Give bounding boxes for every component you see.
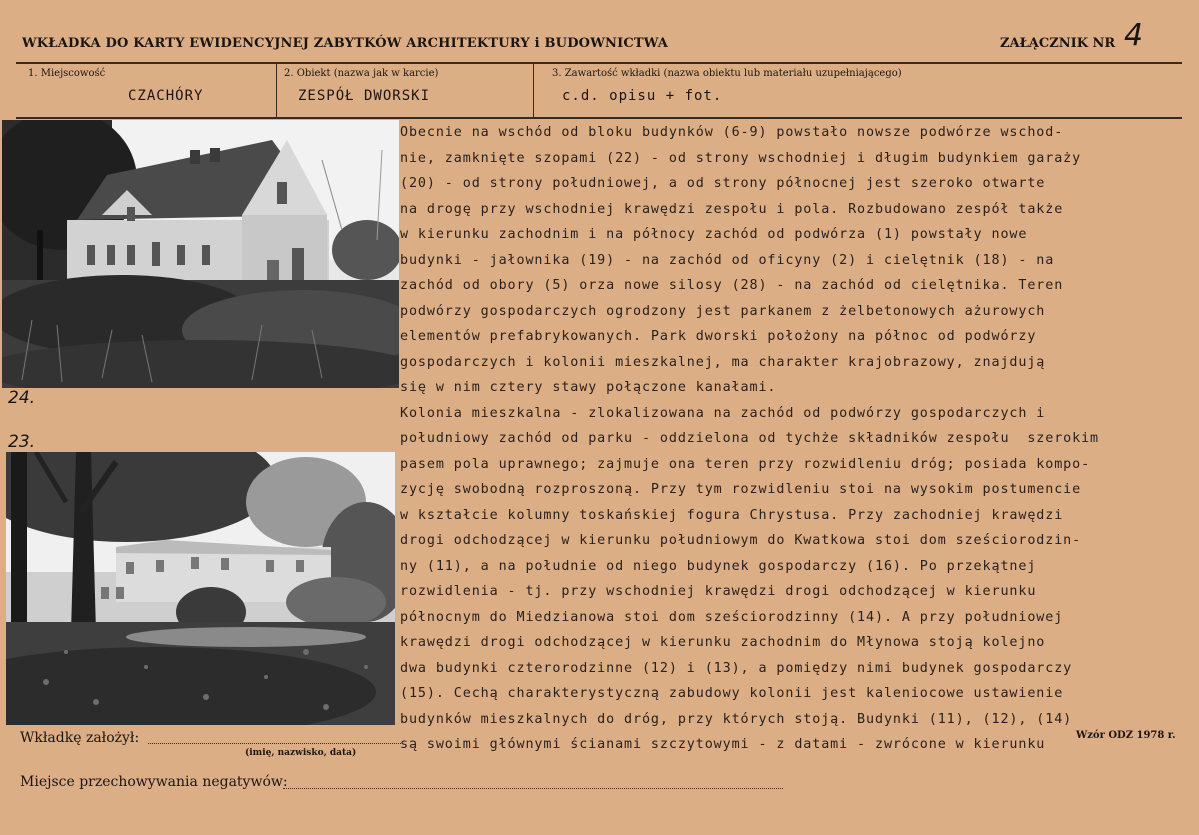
created-by-line <box>148 743 403 744</box>
place-label: 1. Miejscowość <box>28 68 106 79</box>
colony-photo <box>6 452 395 725</box>
template-note: Wzór ODZ 1978 r. <box>1076 730 1176 741</box>
top-photo-number: 24. <box>8 388 36 408</box>
description-line: południowy zachód od parku - oddzielona od tychże składników zespołu szerokim <box>400 431 1100 446</box>
description-line: północnym do Miedzianowa stoi dom sześciorodzinny (14). A przy południowej <box>400 609 1064 625</box>
description-line: budynków mieszkalnych do dróg, przy których stoją. Budynki (11), (12), (14) <box>400 711 1073 727</box>
created-by-hint: (imię, nazwisko, data) <box>245 748 357 758</box>
description-line: na drogę przy wschodniej krawędzi zespołu i pola. Rozbudowano zespół także <box>400 201 1064 217</box>
description-line: (20) - od strony południowej, a od strony północnej jest szeroko otwarte <box>400 176 1046 191</box>
description-line: w kierunku zachodnim i na północy zachód od podwórza (1) powstały nowe <box>400 227 1028 242</box>
negatives-label: Miejsce przechowywania negatywów: <box>20 774 288 790</box>
fields-divider-1 <box>276 63 277 118</box>
description-line: budynki - jałownika (19) - na zachód od oficyny (2) i cielętnik (18) - na <box>400 252 1055 268</box>
place-value: CZACHÓRY <box>128 88 204 104</box>
fields-divider-2 <box>533 63 534 118</box>
description-line: dwa budynki czterorodzinne (12) i (13), a pomiędzy nimi budynek gospodarczy <box>400 660 1073 676</box>
description-text <box>400 120 1190 758</box>
annex-label: ZAŁĄCZNIK NR <box>1000 36 1116 51</box>
description-line: gospodarczych i kolonii mieszkalnej, ma charakter krajobrazowy, znajdują <box>400 354 1046 370</box>
description-line: są swoimi głównymi ścianami szczytowymi - z datami - zwrócone w kierunku <box>400 737 1046 752</box>
description-line: nie, zamknięte szopami (22) - od strony wschodniej i długim budynkiem garaży <box>400 150 1082 166</box>
description-line: Kolonia mieszkalna - zlokalizowana na zachód od podwórzy gospodarczych i <box>400 405 1046 421</box>
created-by-label: Wkładkę założył: <box>20 730 140 746</box>
fields-rule <box>16 117 1182 119</box>
description-line: elementów prefabrykowanych. Park dworski położony na północ od podwórzy <box>400 329 1037 344</box>
description-line: zycję swobodną rozproszoną. Przy tym rozwidleniu stoi na wysokim postumencie <box>400 482 1082 497</box>
description-line: krawędzi drogi odchodzącej w kierunku zachodnim do Młynowa stoją kolejno <box>400 635 1046 650</box>
description-line: w kształcie kolumny toskańskiej fogura Chrystusa. Przy zachodniej krawędzi <box>400 507 1064 523</box>
description-line: drogi odchodzącej w kierunku południowym do Kwatkowa stoi dom sześciorodzin- <box>400 533 1082 548</box>
card-title: WKŁADKA DO KARTY EWIDENCYJNEJ ZABYTKÓW ARCHITEKTURY i BUDOWNICTWA <box>22 36 669 51</box>
description-line: pasem pola uprawnego; zajmuje ona teren przy rozwidleniu dróg; posiada kompo- <box>400 456 1091 472</box>
contents-label: 3. Zawartość wkładki (nazwa obiektu lub materiału uzupełniającego) <box>552 68 902 79</box>
bottom-photo-number: 23. <box>8 432 36 452</box>
manor-house-photo <box>2 120 399 388</box>
annex-number: 4 <box>1124 18 1144 53</box>
description-line: Obecnie na wschód od bloku budynków (6-9) powstało nowsze podwórze wschod- <box>400 125 1064 140</box>
header-rule <box>16 62 1182 64</box>
negatives-line <box>283 788 783 789</box>
object-label: 2. Obiekt (nazwa jak w karcie) <box>284 68 439 79</box>
contents-value: c.d. opisu + fot. <box>562 88 723 104</box>
description-line: ny (11), a na południe od niego budynek gospodarczy (16). Po przekątnej <box>400 558 1037 574</box>
object-value: ZESPÓŁ DWORSKI <box>298 88 431 104</box>
description-line: się w nim cztery stawy połączone kanałami. <box>400 380 777 395</box>
description-line: (15). Cechą charakterystyczną zabudowy kolonii jest kaleniocowe ustawienie <box>400 686 1064 701</box>
description-line: rozwidlenia - tj. przy wschodniej krawędzi drogi odchodzącej w kierunku <box>400 584 1037 599</box>
description-line: zachód od obory (5) orza nowe silosy (28) - na zachód od cielętnika. Teren <box>400 278 1064 293</box>
description-line: podwórzy gospodarczych ogrodzony jest parkanem z żelbetonowych ażurowych <box>400 303 1046 319</box>
